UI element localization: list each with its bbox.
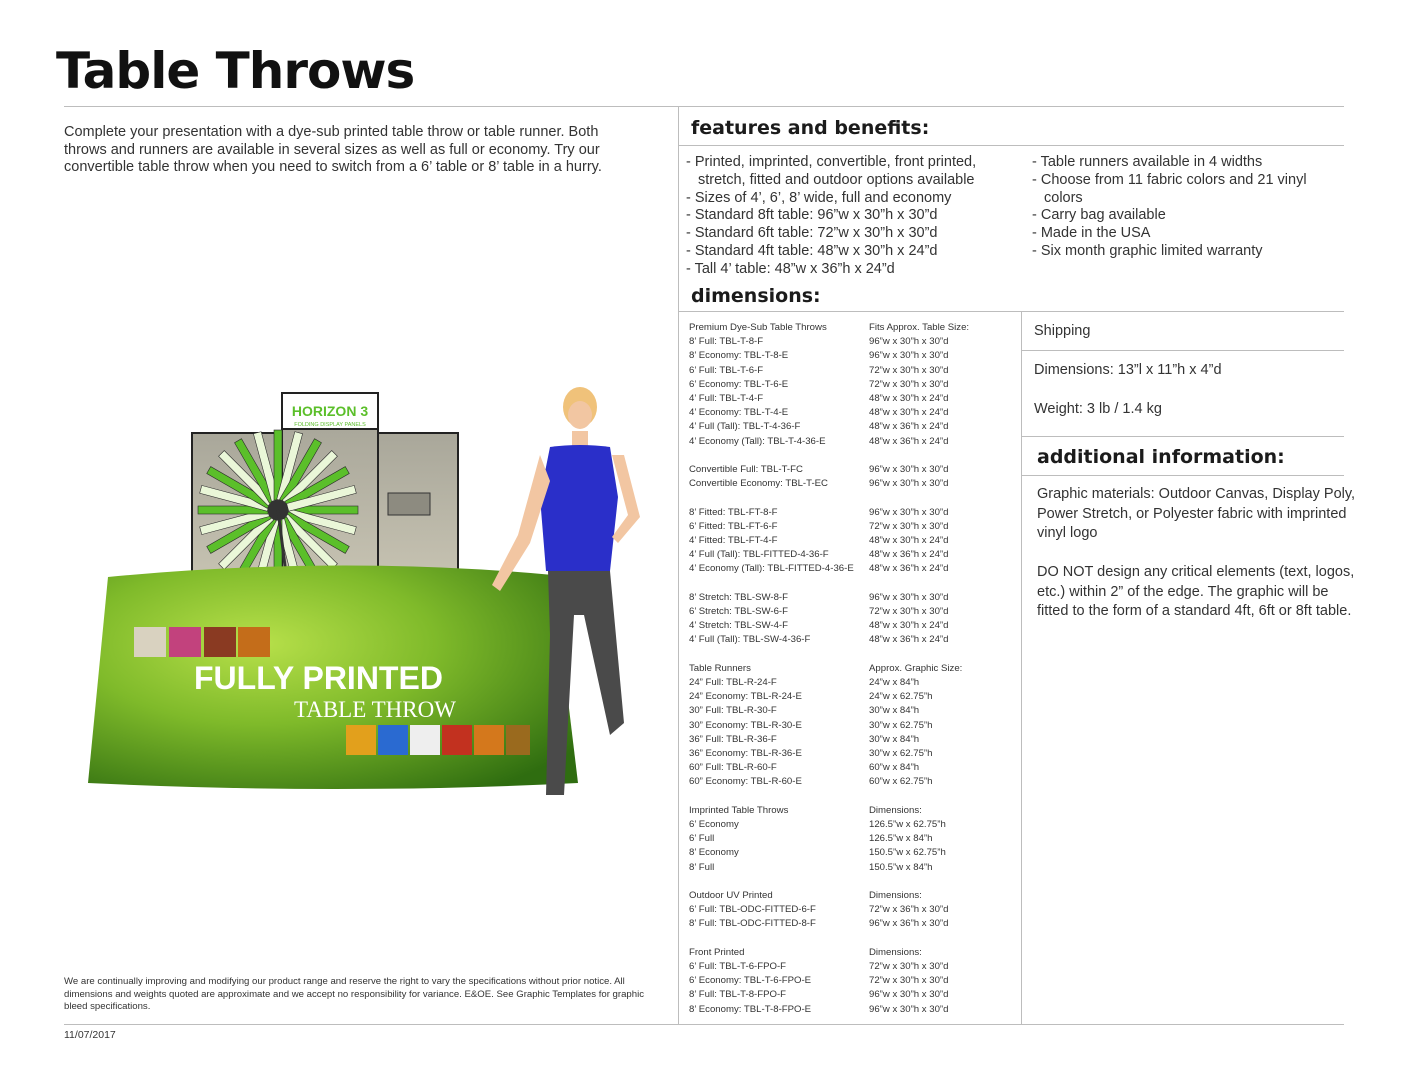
- product-code: 8’ Full: TBL-ODC-FITTED-8-F: [689, 918, 816, 930]
- product-size: 150.5”w x 84”h: [869, 861, 933, 873]
- dimensions-row: [689, 335, 1019, 349]
- additional-info: [1037, 485, 1357, 641]
- dimensions-row: [689, 435, 1019, 449]
- product-size: 72”w x 30”h x 30”d: [869, 961, 949, 973]
- column-divider: [678, 107, 679, 1024]
- group-column-label: Dimensions:: [869, 890, 922, 902]
- product-code: 4’ Full (Tall): TBL-FITTED-4-36-F: [689, 549, 829, 561]
- product-size: 72”w x 36”h x 30”d: [869, 904, 949, 916]
- dimensions-group: [689, 321, 1019, 449]
- product-size: 48”w x 36”h x 24”d: [869, 421, 949, 433]
- dimensions-group: [689, 946, 1019, 1017]
- dimensions-row: [689, 463, 1019, 477]
- dimensions-row: [689, 861, 1019, 875]
- intro-paragraph: Complete your presentation with a dye-sub printed table throw or table runner. Both throws and runners are available in several sizes as well as full or economy. Try our convertible table throw when you need to switch from a 6’ table or 8’ table in a hurry.: [64, 124, 602, 175]
- group-title: Imprinted Table Throws: [689, 804, 789, 816]
- feature-item: - Sizes of 4’, 6’, 8’ wide, full and economy: [686, 189, 952, 206]
- dimensions-row: [689, 846, 1019, 860]
- product-size: 30”w x 84”h: [869, 705, 920, 717]
- product-code: 8’ Economy: [689, 847, 739, 859]
- product-code: 6’ Economy: [689, 819, 739, 831]
- product-size: 48”w x 36”h x 24”d: [869, 634, 949, 646]
- product-size: 96”w x 30”h x 30”d: [869, 336, 949, 348]
- group-title: Table Runners: [689, 662, 751, 674]
- dimensions-row: [689, 420, 1019, 434]
- product-size: 30”w x 62.75”h: [869, 719, 933, 731]
- dimensions-row: [689, 633, 1019, 647]
- features-divider: [679, 145, 1344, 146]
- dimensions-group-header: [689, 804, 1019, 818]
- product-size: 72”w x 30”h x 30”d: [869, 378, 949, 390]
- dimensions-row: [689, 747, 1019, 761]
- title-divider: [64, 106, 1344, 107]
- product-code: 8’ Stretch: TBL-SW-8-F: [689, 591, 788, 603]
- dimensions-row: [689, 406, 1019, 420]
- dimensions-group-header: [689, 662, 1019, 676]
- document-date: 11/07/2017: [64, 1029, 116, 1041]
- product-code: 6’ Economy: TBL-T-6-FPO-E: [689, 975, 812, 987]
- dimensions-row: [689, 520, 1019, 534]
- product-size: 126.5”w x 84”h: [869, 833, 933, 845]
- throw-title: FULLY PRINTED: [194, 660, 443, 696]
- page-title: Table Throws: [56, 42, 415, 100]
- additional-heading: additional information:: [1037, 446, 1285, 468]
- product-size: 96”w x 30”h x 30”d: [869, 989, 949, 1001]
- dimensions-row: [689, 364, 1019, 378]
- product-code: 8’ Economy: TBL-T-8-E: [689, 350, 789, 362]
- feature-item: - Tall 4’ table: 48”w x 36”h x 24”d: [686, 260, 895, 277]
- product-code: 6’ Full: TBL-T-6-F: [689, 364, 764, 376]
- product-size: 96”w x 30”h x 30”d: [869, 506, 949, 518]
- dimensions-group: [689, 804, 1019, 875]
- product-size: 96”w x 30”h x 30”d: [869, 350, 949, 362]
- throw-subtitle: TABLE THROW: [294, 697, 456, 722]
- dimensions-row: [689, 619, 1019, 633]
- dimensions-group: [689, 591, 1019, 648]
- group-title: Outdoor UV Printed: [689, 890, 773, 902]
- product-code: 36” Full: TBL-R-36-F: [689, 733, 777, 745]
- group-column-label: Dimensions:: [869, 804, 922, 816]
- product-code: 4’ Economy (Tall): TBL-FITTED-4-36-E: [689, 563, 854, 575]
- product-size: 48”w x 36”h x 24”d: [869, 549, 949, 561]
- product-size: 24”w x 62.75”h: [869, 691, 933, 703]
- product-code: 4’ Economy (Tall): TBL-T-4-36-E: [689, 435, 826, 447]
- dimensions-row: [689, 818, 1019, 832]
- product-code: 8’ Full: TBL-T-8-F: [689, 336, 764, 348]
- product-size: 48”w x 36”h x 24”d: [869, 435, 949, 447]
- product-code: 30” Full: TBL-R-30-F: [689, 705, 777, 717]
- product-code: 6’ Full: TBL-ODC-FITTED-6-F: [689, 904, 816, 916]
- product-code: 4’ Full: TBL-T-4-F: [689, 393, 764, 405]
- dimensions-row: [689, 548, 1019, 562]
- product-code: 4’ Full (Tall): TBL-SW-4-36-F: [689, 634, 811, 646]
- dimensions-row: [689, 832, 1019, 846]
- product-code: 8’ Economy: TBL-T-8-FPO-E: [689, 1003, 812, 1015]
- product-size: 60”w x 84”h: [869, 762, 920, 774]
- features-heading: features and benefits:: [691, 117, 930, 139]
- feature-item: - Table runners available in 4 widths: [1032, 154, 1263, 170]
- product-size: 96”w x 30”h x 30”d: [869, 478, 949, 490]
- disclaimer-footnote: We are continually improving and modifying our product range and reserve the right to vary the specifications without prior notice. All dimensions and weights quoted are approximate and we accept no responsibility for variance. E&OE. See Graphic Templates for graphic bleed specifications.: [64, 976, 645, 1013]
- additional-top-divider: [1022, 436, 1344, 437]
- product-code: 6’ Stretch: TBL-SW-6-F: [689, 606, 788, 618]
- photo-strip-bottom: [346, 725, 530, 755]
- feature-item: - Standard 6ft table: 72”w x 30”h x 30”d: [686, 225, 938, 242]
- group-column-label: Approx. Graphic Size:: [869, 662, 963, 674]
- product-size: 48”w x 36”h x 24”d: [869, 563, 949, 575]
- feature-item: - Printed, imprinted, convertible, front printed, stretch, fitted and outdoor options available: [686, 154, 981, 188]
- dimensions-row: [689, 477, 1019, 491]
- product-code: 4’ Fitted: TBL-FT-4-F: [689, 535, 778, 547]
- product-size: 96”w x 30”h x 30”d: [869, 591, 949, 603]
- product-code: 24” Economy: TBL-R-24-E: [689, 691, 802, 703]
- dimensions-row: [689, 378, 1019, 392]
- product-code: 6’ Full: [689, 833, 715, 845]
- additional-divider: [1022, 475, 1344, 476]
- product-code: 8’ Full: TBL-T-8-FPO-F: [689, 989, 787, 1001]
- product-size: 72”w x 30”h x 30”d: [869, 520, 949, 532]
- product-size: 96”w x 30”h x 30”d: [869, 464, 949, 476]
- product-size: 72”w x 30”h x 30”d: [869, 364, 949, 376]
- dimensions-row: [689, 733, 1019, 747]
- product-code: 36” Economy: TBL-R-36-E: [689, 748, 802, 760]
- product-code: 6’ Full: TBL-T-6-FPO-F: [689, 961, 787, 973]
- group-column-label: Fits Approx. Table Size:: [869, 322, 970, 333]
- features-list-left: [686, 154, 1021, 279]
- product-size: 30”w x 62.75”h: [869, 748, 933, 760]
- product-code: 60” Economy: TBL-R-60-E: [689, 776, 802, 788]
- dimensions-row: [689, 903, 1019, 917]
- dimensions-row: [689, 392, 1019, 406]
- feature-item: - Standard 8ft table: 96”w x 30”h x 30”d: [686, 207, 938, 224]
- footer-divider: [64, 1024, 1344, 1025]
- dimensions-row: [689, 534, 1019, 548]
- dimensions-row: [689, 775, 1019, 789]
- shipping-label: Shipping: [1034, 323, 1091, 339]
- product-code: 8’ Full: [689, 861, 715, 873]
- shipping-weight: Weight: 3 lb / 1.4 kg: [1034, 401, 1162, 417]
- dimensions-group: [689, 662, 1019, 790]
- panel-title: HORIZON 3: [291, 403, 369, 419]
- product-code: 6’ Economy: TBL-T-6-E: [689, 378, 789, 390]
- group-title: Front Printed: [689, 946, 745, 958]
- product-code: 60” Full: TBL-R-60-F: [689, 762, 777, 774]
- product-size: 48”w x 30”h x 24”d: [869, 407, 949, 419]
- dimensions-row: [689, 605, 1019, 619]
- dimensions-row: [689, 690, 1019, 704]
- product-code: 24” Full: TBL-R-24-F: [689, 677, 777, 689]
- feature-item: - Choose from 11 fabric colors and 21 vinyl colors: [1032, 171, 1311, 206]
- dimensions-group-header: [689, 889, 1019, 903]
- feature-item: - Made in the USA: [1032, 225, 1151, 242]
- product-size: 48”w x 30”h x 24”d: [869, 393, 949, 405]
- product-size: 72”w x 30”h x 30”d: [869, 975, 949, 987]
- dimensions-row: [689, 704, 1019, 718]
- panel-subtitle: FOLDING DISPLAY PANELS: [294, 422, 366, 428]
- dimensions-row: [689, 562, 1019, 576]
- dimensions-row: [689, 974, 1019, 988]
- dimensions-column-divider: [1021, 312, 1022, 1024]
- product-code: 6’ Fitted: TBL-FT-6-F: [689, 520, 778, 532]
- shipping-divider: [1022, 350, 1344, 351]
- product-size: 60”w x 62.75”h: [869, 776, 933, 788]
- feature-item: - Standard 4ft table: 48”w x 30”h x 24”d: [686, 242, 938, 259]
- dimensions-group: [689, 889, 1019, 932]
- dimensions-row: [689, 591, 1019, 605]
- dimensions-group-header: [689, 321, 1019, 335]
- group-title: Premium Dye-Sub Table Throws: [689, 322, 827, 333]
- additional-paragraph: Graphic materials: Outdoor Canvas, Display Poly, Power Stretch, or Polyester fabric with imprinted vinyl logo: [1037, 486, 1356, 541]
- product-size: 72”w x 30”h x 30”d: [869, 606, 949, 618]
- dimensions-row: [689, 719, 1019, 733]
- product-code: 4’ Full (Tall): TBL-T-4-36-F: [689, 421, 801, 433]
- feature-item: - Six month graphic limited warranty: [1032, 242, 1263, 259]
- features-list-right: [1032, 154, 1332, 261]
- product-size: 30”w x 84”h: [869, 733, 920, 745]
- product-code: 4’ Stretch: TBL-SW-4-F: [689, 620, 788, 632]
- product-size: 24”w x 84”h: [869, 677, 920, 689]
- additional-paragraph: DO NOT design any critical elements (text, logos, etc.) within 2” of the edge. The graphic will be fitted to the form of a standard 4ft, 6ft or 8ft table.: [1037, 564, 1355, 619]
- dimensions-row: [689, 349, 1019, 363]
- feature-item: - Carry bag available: [1032, 207, 1166, 224]
- product-code: Convertible Economy: TBL-T-EC: [689, 478, 828, 490]
- product-size: 150.5”w x 62.75”h: [869, 847, 946, 859]
- product-size: 126.5”w x 62.75”h: [869, 819, 946, 831]
- shipping-dimensions: Dimensions: 13”l x 11”h x 4”d: [1034, 362, 1222, 378]
- dimensions-row: [689, 761, 1019, 775]
- product-illustration: [88, 385, 668, 805]
- product-size: 96”w x 30”h x 30”d: [869, 1003, 949, 1015]
- dimensions-row: [689, 988, 1019, 1002]
- dimensions-heading: dimensions:: [691, 285, 821, 307]
- dimensions-group-header: [689, 946, 1019, 960]
- product-size: 96”w x 36”h x 30”d: [869, 918, 949, 930]
- product-code: 8’ Fitted: TBL-FT-8-F: [689, 506, 778, 518]
- group-column-label: Dimensions:: [869, 946, 922, 958]
- dimensions-group: [689, 506, 1019, 577]
- dimensions-row: [689, 506, 1019, 520]
- dimensions-row: [689, 960, 1019, 974]
- product-size: 48”w x 30”h x 24”d: [869, 620, 949, 632]
- dimensions-divider: [679, 311, 1344, 312]
- product-code: 30” Economy: TBL-R-30-E: [689, 719, 802, 731]
- product-code: Convertible Full: TBL-T-FC: [689, 464, 803, 476]
- dimensions-table: [689, 321, 1019, 1031]
- dimensions-group: [689, 463, 1019, 491]
- product-size: 48”w x 30”h x 24”d: [869, 535, 949, 547]
- dimensions-row: [689, 917, 1019, 931]
- product-code: 4’ Economy: TBL-T-4-E: [689, 407, 789, 419]
- dimensions-row: [689, 676, 1019, 690]
- dimensions-row: [689, 1003, 1019, 1017]
